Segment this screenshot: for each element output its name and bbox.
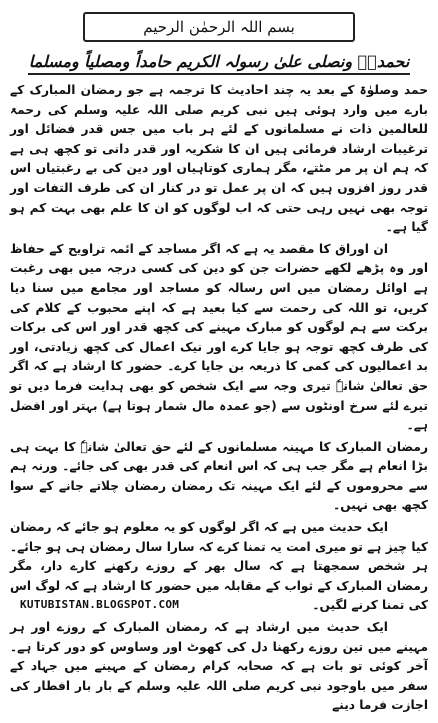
paragraph-2: ان اوراق کا مقصد یہ ہے کہ اگر مساجد کے ائمہ تراویح کے حفاظ اور وہ پڑھے لکھے حضرات جن کو دین کی کسی درجہ میں بھی رغبت ہے اوائل رمضان میں اس رسالہ کو مساجد اور مجامع میں سنا دیا کریں، تو اللہ کی رحمت سے کیا بعید ہے کہ اپنے محبوب کے کلام کی برکت سے ہم لوگوں کو مبارک مہینے کی کچھ قدر اور اس کی برکات کی طرف کچھ توجہ ہو جایا کرے اور نیک اعمال کی کچھ زیادتی، اور بد اعمالیوں کی کمی کا ذریعہ بن جایا کرے۔ حضور کا ارشاد ہے کہ اگر حق تعالیٰ شانہٗ تیری وجہ سے ایک شخص کو بھی ہدایت فرما دیں تو تیرے لئے سرخ اونٹوں سے (جو عمدہ مال شمار ہوتا ہے) بہتر اور افضل ہے۔ [10, 241, 428, 433]
paragraph-1: حمد وصلوٰۃ کے بعد یہ چند احادیث کا ترجمہ ہے جو رمضان المبارک کے بارے میں وارد ہوئی ہیں نبی کریم صلی اللہ علیہ وسلم کی رحمۃ للعالمین ذات نے مسلمانوں کے لئے ہر باب میں جس قدر فضائل اور ترغیبات ارشاد فرمائی ہیں ان کا شکریہ اور قدر دانی تو کچھ ہی ہے کہ ہم ان پر مر مٹتے، مگر ہماری کوتاہیاں اور دین کی بے رغبتیاں اس قدر روز افزوں ہیں کہ ان پر عمل تو در کنار ان کی طرف التفات اور توجہ بھی نہیں رہی حتی کہ اب لوگوں کو ان کا علم بھی بہت کم ہو گیا ہے۔ [10, 83, 428, 235]
salutation-underline [28, 73, 410, 75]
paragraph-5: ایک حدیث میں ارشاد ہے کہ رمضان المبارک کے روزے اور ہر مہینے میں تین روزے رکھنا دل کی کھوٹ اور وساوس کو دور کرتا ہے۔ آخر کوئی تو بات ہے کہ صحابہ کرام رمضان کے مہینے میں جہاد کے سفر میں باوجود نبی کریم صلی اللہ علیہ وسلم کے بار بار افطار کی اجازت فرما دینے [10, 620, 428, 713]
paragraph-3: رمضان المبارک کا مہینہ مسلمانوں کے لئے حق تعالیٰ شانہٗ کا بہت ہی بڑا انعام ہے مگر جب ہی کہ اس انعام کی قدر بھی کی جائے۔ ورنہ ہم سے محروموں کے لئے ایک مہینہ تک رمضان رمضان چلاتے جانے کے سوا کچھ بھی نہیں۔ [10, 439, 428, 513]
bismillah-frame [83, 12, 355, 42]
salutation-line: نحمدہٗ ونصلی علیٰ رسولہ الکریم حامداً ومصلیاً ومسلما [28, 52, 410, 71]
watermark-url: KUTUBISTAN.BLOGSPOT.COM [20, 598, 180, 611]
bismillah-text: بسم اللہ الرحمٰن الرحیم [143, 18, 295, 36]
paragraph-4: ایک حدیث میں ہے کہ اگر لوگوں کو یہ معلوم ہو جائے کہ رمضان کیا چیز ہے تو میری امت یہ تمنا کرے کہ سارا سال رمضان ہی ہو جائے۔ ہر شخص سمجھتا ہے کہ سال بھر کے روزے رکھنے کارے دار، مگر رمضان المبارک کے ثواب کے مقابلہ میں حضور کا ارشاد ہے کہ لوگ اس کی تمنا کرنے لگیں۔ [10, 520, 428, 613]
body-text [10, 81, 428, 716]
